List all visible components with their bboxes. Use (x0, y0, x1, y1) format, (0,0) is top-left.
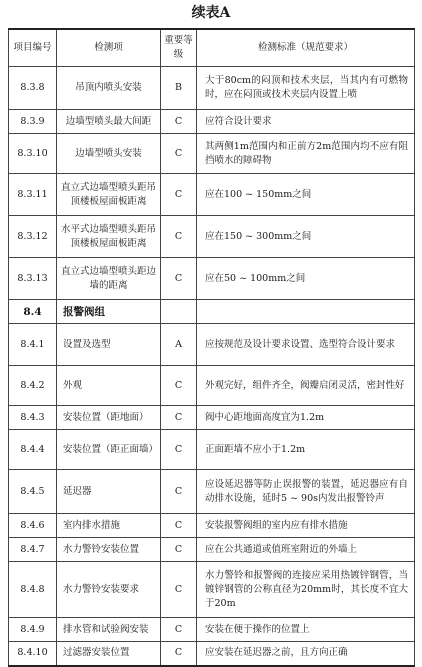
table-row (9, 258, 415, 300)
row-level: C (161, 366, 197, 406)
table-row (9, 134, 415, 174)
row-standard: 安装报警阀组的室内应有排水措施 (197, 514, 415, 538)
header-code: 项目编号 (9, 29, 57, 67)
inspection-table (8, 28, 415, 667)
row-item: 安装位置（距地面） (57, 406, 161, 430)
row-standard (197, 300, 415, 324)
row-item: 延迟器 (57, 470, 161, 514)
header-row (9, 29, 415, 67)
row-code: 8.3.13 (9, 258, 57, 300)
row-item: 安装位置（距正面墙） (57, 430, 161, 470)
row-code: 8.4.1 (9, 324, 57, 366)
row-standard: 外观完好，组件齐全，阀瓣启闭灵活，密封性好 (197, 366, 415, 406)
row-level: C (161, 430, 197, 470)
row-item: 排水管和试验阀安装 (57, 618, 161, 642)
row-level: A (161, 324, 197, 366)
table-row (9, 430, 415, 470)
row-standard: 应在公共通道或值班室附近的外墙上 (197, 538, 415, 562)
table-row (9, 110, 415, 134)
row-code: 8.4.6 (9, 514, 57, 538)
header-level: 重要等级 (161, 29, 197, 67)
table-row (9, 174, 415, 216)
table-row (9, 618, 415, 642)
row-level: C (161, 110, 197, 134)
row-standard: 应在150 ~ 300mm之间 (197, 216, 415, 258)
table-row (9, 366, 415, 406)
row-item: 外观 (57, 366, 161, 406)
header-standard: 检测标准（规范要求） (197, 29, 415, 67)
row-standard: 应符合设计要求 (197, 110, 415, 134)
table-row (9, 67, 415, 110)
row-code: 8.4.9 (9, 618, 57, 642)
row-code: 8.3.8 (9, 67, 57, 110)
row-item: 设置及选型 (57, 324, 161, 366)
row-level: B (161, 67, 197, 110)
row-level: C (161, 470, 197, 514)
row-code: 8.4.10 (9, 642, 57, 666)
row-code: 8.3.9 (9, 110, 57, 134)
row-level: C (161, 562, 197, 618)
table-row (9, 406, 415, 430)
table-row (9, 514, 415, 538)
row-item: 过滤器安装位置 (57, 642, 161, 666)
row-item: 边墙型喷头最大间距 (57, 110, 161, 134)
row-standard: 阀中心距地面高度宜为1.2m (197, 406, 415, 430)
row-item: 边墙型喷头安装 (57, 134, 161, 174)
row-item: 直立式边墙型喷头距边墙的距离 (57, 258, 161, 300)
row-standard: 应按规范及设计要求设置、选型符合设计要求 (197, 324, 415, 366)
row-item: 室内排水措施 (57, 514, 161, 538)
row-code: 8.4.4 (9, 430, 57, 470)
table-row (9, 538, 415, 562)
row-item: 水力警铃安装要求 (57, 562, 161, 618)
row-standard: 应安装在延迟器之前，且方向正确 (197, 642, 415, 666)
table-row (9, 216, 415, 258)
row-code: 8.4.8 (9, 562, 57, 618)
row-standard: 安装在便于操作的位置上 (197, 618, 415, 642)
row-level: C (161, 538, 197, 562)
row-level: C (161, 174, 197, 216)
row-standard: 正面距墙不应小于1.2m (197, 430, 415, 470)
section-row (9, 300, 415, 324)
row-item: 水力警铃安装位置 (57, 538, 161, 562)
row-standard: 应在50 ~ 100mm之间 (197, 258, 415, 300)
row-code: 8.3.12 (9, 216, 57, 258)
row-level: C (161, 216, 197, 258)
row-code: 8.4.2 (9, 366, 57, 406)
row-code: 8.4.5 (9, 470, 57, 514)
row-level: C (161, 618, 197, 642)
row-standard: 大于80cm的闷顶和技术夹层，当其内有可燃物时，应在闷顶或技术夹层内设置上喷 (197, 67, 415, 110)
row-level (161, 300, 197, 324)
table-row (9, 470, 415, 514)
row-code: 8.4.3 (9, 406, 57, 430)
row-level: C (161, 642, 197, 666)
row-item: 水平式边墙型喷头距吊顶楼板屋面板距离 (57, 216, 161, 258)
row-standard: 应设延迟器等防止误报警的装置，延迟器应有自动排水设施，延时5 ~ 90s内发出报警铃声 (197, 470, 415, 514)
header-item: 检测项 (57, 29, 161, 67)
row-level: C (161, 258, 197, 300)
row-item: 吊顶内喷头安装 (57, 67, 161, 110)
row-standard: 应在100 ~ 150mm之间 (197, 174, 415, 216)
row-level: C (161, 134, 197, 174)
row-code: 8.4.7 (9, 538, 57, 562)
section-title: 报警阀组 (57, 300, 161, 324)
row-standard: 水力警铃和报警阀的连接应采用热镀锌钢管，当镀锌钢管的公称直径为20mm时，其长度不宜大于20m (197, 562, 415, 618)
table-title: 续表A (191, 5, 231, 21)
row-standard: 其两侧1m范围内和正前方2m范围内均不应有阻挡喷水的障碍物 (197, 134, 415, 174)
row-item: 直立式边墙型喷头距吊顶楼板屋面板距离 (57, 174, 161, 216)
section-code: 8.4 (9, 300, 57, 324)
row-level: C (161, 406, 197, 430)
row-code: 8.3.11 (9, 174, 57, 216)
table-row (9, 642, 415, 666)
row-code: 8.3.10 (9, 134, 57, 174)
table-row (9, 562, 415, 618)
row-level: C (161, 514, 197, 538)
table-row (9, 324, 415, 366)
